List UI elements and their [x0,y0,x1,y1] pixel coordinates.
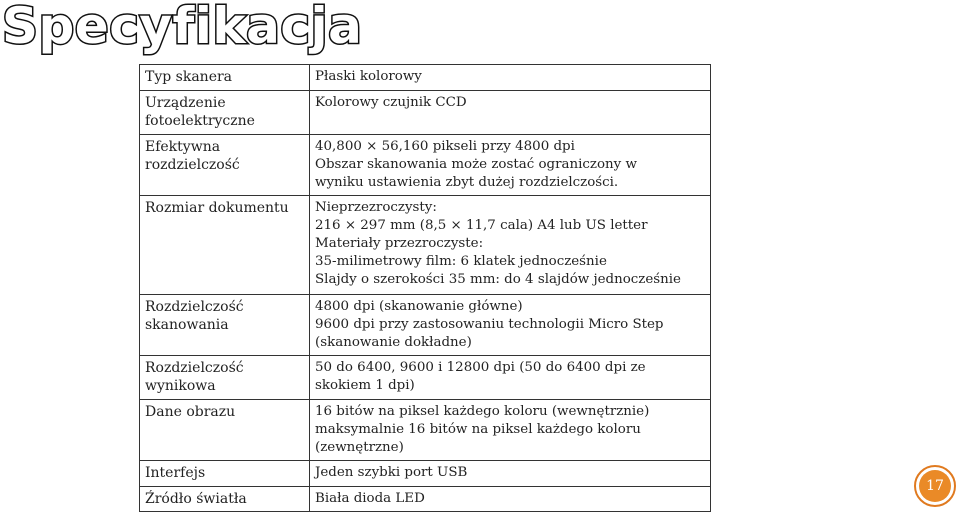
table-row [140,461,711,487]
row-value-line: Kolorowy czujnik CCD [315,95,467,110]
page-title: Specyfikacja [2,0,363,55]
row-label [140,295,310,356]
row-label-line: Efektywna [145,139,221,155]
row-label [140,196,310,295]
row-label-line: Źródło światła [145,491,247,507]
row-value-line: Biała dioda LED [315,491,425,506]
row-value-line: Jeden szybki port USB [315,465,468,480]
row-label [140,135,310,196]
table-row [140,295,711,356]
row-label-line: Urządzenie [145,95,226,111]
row-label [140,91,310,135]
row-value-line: maksymalnie 16 bitów na piksel każdego koloru [315,422,641,437]
row-value-line: 16 bitów na piksel każdego koloru (wewnętrznie) [315,404,650,419]
row-value-line: 216 × 297 mm (8,5 × 11,7 cala) A4 lub US letter [315,218,648,233]
row-label-line: Dane obrazu [145,404,236,420]
row-value [310,356,711,400]
table-row [140,135,711,196]
row-label [140,487,310,512]
specification-table [139,64,711,512]
row-value-line: (zewnętrzne) [315,440,404,455]
row-label-line: fotoelektryczne [145,113,255,129]
row-value-line: 9600 dpi przy zastosowaniu technologii Micro Step [315,317,664,332]
row-value-line: Materiały przezroczyste: [315,236,484,251]
row-value [310,400,711,461]
row-label [140,65,310,91]
row-value-line: Nieprzezroczysty: [315,200,437,215]
table-row [140,65,711,91]
row-value [310,65,711,91]
row-label-line: Typ skanera [145,69,233,85]
row-value-line: skokiem 1 dpi) [315,378,415,393]
row-value-line: Płaski kolorowy [315,69,422,84]
row-label [140,356,310,400]
row-label-line: rozdzielczość [145,157,240,173]
row-label [140,461,310,487]
row-label-line: Rozdzielczość [145,299,244,315]
row-label-line: Rozmiar dokumentu [145,200,289,216]
row-value-line: 35-milimetrowy film: 6 klatek jednocześnie [315,254,607,269]
row-label-line: wynikowa [145,378,216,394]
page-number-badge [914,465,956,507]
row-value-line: wyniku ustawienia zbyt dużej rozdzielczości. [315,175,619,190]
row-value-line: (skanowanie dokładne) [315,335,472,350]
row-value-line: Obszar skanowania może zostać ograniczony w [315,157,637,172]
row-value-line: Slajdy o szerokości 35 mm: do 4 slajdów jednocześnie [315,272,681,287]
row-label-line: Interfejs [145,465,206,481]
row-value [310,135,711,196]
table-row [140,91,711,135]
row-value [310,91,711,135]
table-row [140,487,711,512]
row-value [310,487,711,512]
row-value [310,196,711,295]
table-row [140,400,711,461]
row-value-line: 40,800 × 56,160 pikseli przy 4800 dpi [315,139,575,154]
row-value-line: 50 do 6400, 9600 i 12800 dpi (50 do 6400 dpi ze [315,360,646,375]
row-value [310,295,711,356]
row-value-line: 4800 dpi (skanowanie główne) [315,299,523,314]
page-number: 17 [919,470,951,502]
row-value [310,461,711,487]
row-label [140,400,310,461]
row-label-line: skanowania [145,317,229,333]
table-row [140,356,711,400]
table-row [140,196,711,295]
row-label-line: Rozdzielczość [145,360,244,376]
